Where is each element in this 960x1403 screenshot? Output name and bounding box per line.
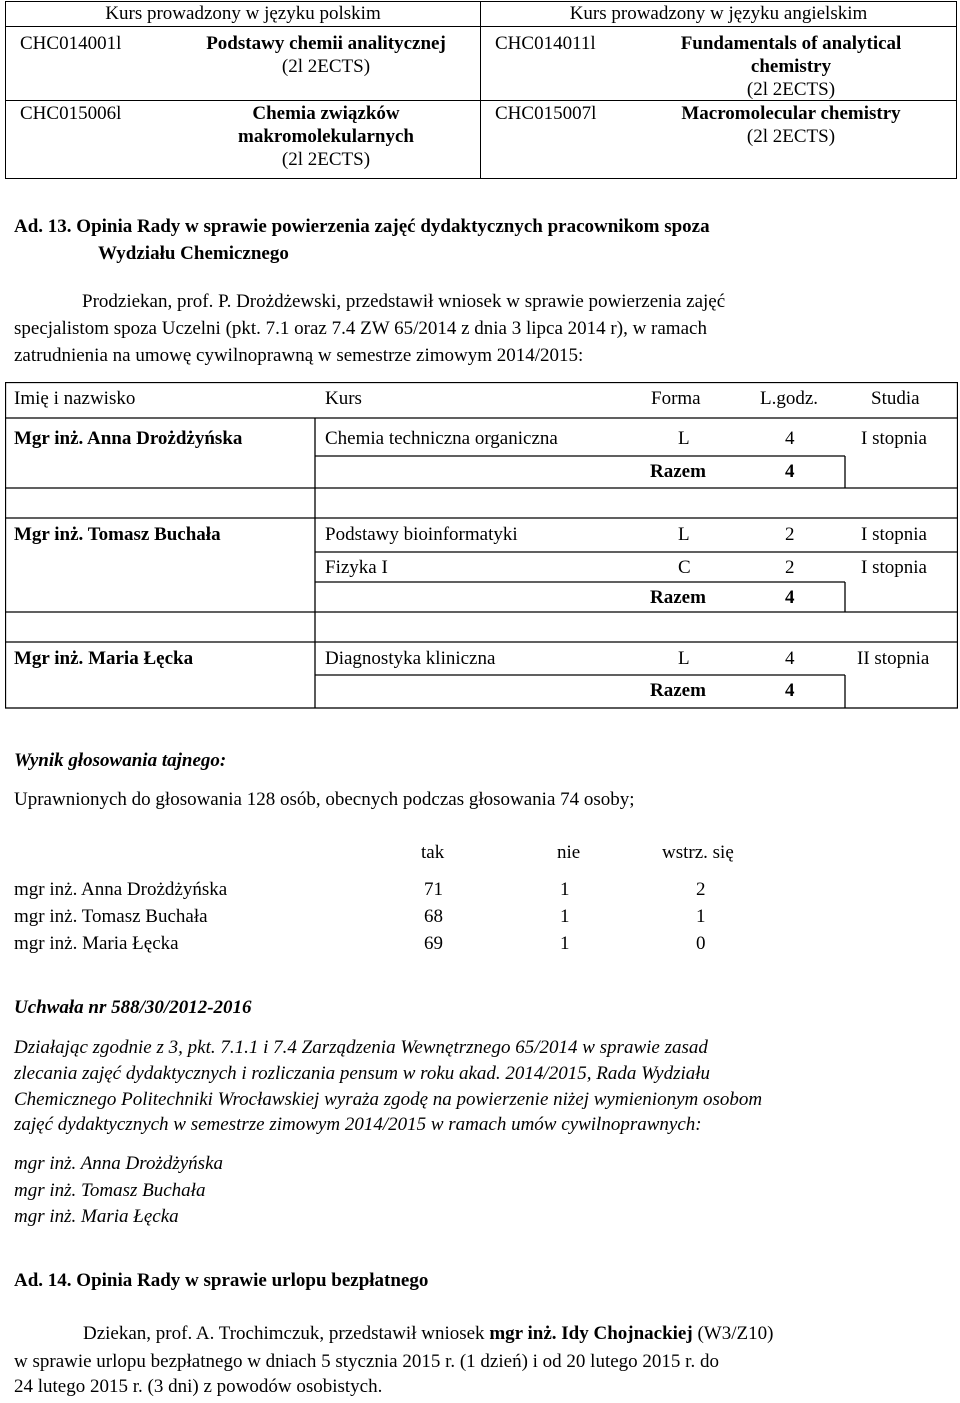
- header-english: Kurs prowadzony w języku angielskim: [481, 2, 957, 27]
- studies-cell: I stopnia: [861, 428, 927, 449]
- header-hours: L.godz.: [760, 388, 819, 409]
- voting-summary: Uprawnionych do głosowania 128 osób, obecnych podczas głosowania 74 osoby;: [14, 789, 635, 810]
- total-value: 4: [785, 587, 795, 608]
- hours-cell: 2: [785, 557, 795, 578]
- course-code: CHC015007l: [495, 103, 597, 124]
- hours-cell: 2: [785, 524, 795, 545]
- hours-cell: 4: [785, 428, 795, 449]
- form-cell: L: [678, 524, 690, 545]
- course-row: [6, 27, 957, 101]
- voting-heading: Wynik głosowania tajnego:: [14, 750, 227, 771]
- form-cell: C: [678, 557, 691, 578]
- header-course: Kurs: [325, 388, 362, 409]
- vote-abstain: 0: [696, 933, 706, 954]
- hours-cell: 4: [785, 648, 795, 669]
- col-no: nie: [557, 842, 581, 863]
- header-studies: Studia: [871, 388, 920, 409]
- course-cell: Fizyka I: [325, 557, 388, 578]
- ad13-heading: Ad. 13. Opinia Rady w sprawie powierzenia zajęć dydaktycznych pracownikom spoza: [14, 216, 710, 237]
- vote-yes: 68: [424, 906, 443, 927]
- col-abstain: wstrz. się: [662, 842, 734, 863]
- vote-no: 1: [560, 879, 570, 900]
- course-name: Chemia związków makromolekularnych (2l 2ECTS): [238, 103, 414, 170]
- total-label: Razem: [650, 680, 706, 701]
- vote-yes: 71: [424, 879, 443, 900]
- total-value: 4: [785, 461, 795, 482]
- course-cell: Podstawy bioinformatyki: [325, 524, 518, 545]
- resolution-line: zajęć dydaktycznych w semestrze zimowym 2014/2015 w ramach umów cywilnoprawnych:: [14, 1114, 702, 1135]
- course-row: [6, 101, 957, 179]
- studies-cell: I stopnia: [861, 524, 927, 545]
- resolution-name: mgr inż. Maria Łęcka: [14, 1206, 179, 1227]
- vote-yes: 69: [424, 933, 443, 954]
- course-name: Macromolecular chemistry (2l 2ECTS): [681, 103, 901, 147]
- course-name: Fundamentals of analytical chemistry (2l 2ECTS): [680, 33, 902, 100]
- vote-no: 1: [560, 906, 570, 927]
- course-code: CHC015006l: [20, 103, 122, 124]
- course-code: CHC014011l: [495, 33, 596, 54]
- resolution-line: Działając zgodnie z 3, pkt. 7.1.1 i 7.4 Zarządzenia Wewnętrznego 65/2014 w sprawie zasad: [14, 1037, 708, 1058]
- resolution-line: Chemicznego Politechniki Wrocławskiej wyraża zgodę na powierzenie niżej wymienionym osobom: [14, 1089, 763, 1110]
- resolution-name: mgr inż. Anna Drożdżyńska: [14, 1153, 224, 1174]
- vote-no: 1: [560, 933, 570, 954]
- header-form: Forma: [651, 388, 701, 409]
- studies-cell: II stopnia: [857, 648, 930, 669]
- vote-abstain: 2: [696, 879, 706, 900]
- staff-name: Mgr inż. Tomasz Buchała: [14, 524, 221, 545]
- ad14-heading: Ad. 14. Opinia Rady w sprawie urlopu bezpłatnego: [14, 1270, 429, 1291]
- resolution-line: zlecania zajęć dydaktycznych i rozliczania pensum w roku akad. 2014/2015, Rada Wydziału: [14, 1063, 711, 1084]
- vote-name: mgr inż. Tomasz Buchała: [14, 906, 208, 927]
- ad13-heading-continued: Wydziału Chemicznego: [98, 243, 289, 264]
- ad13-intro-line: zatrudnienia na umowę cywilnoprawną w semestrze zimowym 2014/2015:: [14, 345, 584, 366]
- total-label: Razem: [650, 461, 706, 482]
- studies-cell: I stopnia: [861, 557, 927, 578]
- vote-name: mgr inż. Anna Drożdżyńska: [14, 879, 228, 900]
- course-cell: Chemia techniczna organiczna: [325, 428, 558, 449]
- col-yes: tak: [421, 842, 445, 863]
- ad13-intro-line: Prodziekan, prof. P. Drożdżewski, przedstawił wniosek w sprawie powierzenia zajęć: [82, 291, 726, 312]
- total-label: Razem: [650, 587, 706, 608]
- course-code: CHC014001l: [20, 33, 122, 54]
- staff-name: Mgr inż. Anna Drożdżyńska: [14, 428, 243, 449]
- course-cell: Diagnostyka kliniczna: [325, 648, 496, 669]
- ad14-line: Dziekan, prof. A. Trochimczuk, przedstawił wniosek mgr inż. Idy Chojnackiej (W3/Z10): [83, 1323, 774, 1344]
- ad14-line: w sprawie urlopu bezpłatnego w dniach 5 stycznia 2015 r. (1 dzień) i od 20 lutego 2015 r. do: [14, 1351, 719, 1372]
- vote-name: mgr inż. Maria Łęcka: [14, 933, 179, 954]
- form-cell: L: [678, 648, 690, 669]
- ad14-person: mgr inż. Idy Chojnackiej: [489, 1323, 693, 1344]
- resolution-title: Uchwała nr 588/30/2012-2016: [14, 997, 252, 1018]
- total-value: 4: [785, 680, 795, 701]
- header-name: Imię i nazwisko: [14, 388, 136, 409]
- resolution-name: mgr inż. Tomasz Buchała: [14, 1180, 206, 1201]
- course-table: [5, 1, 957, 179]
- vote-abstain: 1: [696, 906, 706, 927]
- staff-table: [5, 382, 958, 709]
- header-polish: Kurs prowadzony w języku polskim: [6, 2, 481, 27]
- ad14-line: 24 lutego 2015 r. (3 dni) z powodów osobistych.: [14, 1376, 383, 1397]
- course-name: Podstawy chemii analitycznej (2l 2ECTS): [206, 33, 446, 77]
- form-cell: L: [678, 428, 690, 449]
- staff-name: Mgr inż. Maria Łęcka: [14, 648, 194, 669]
- ad13-intro-line: specjalistom spoza Uczelni (pkt. 7.1 oraz 7.4 ZW 65/2014 z dnia 3 lipca 2014 r), w ramach: [14, 318, 707, 339]
